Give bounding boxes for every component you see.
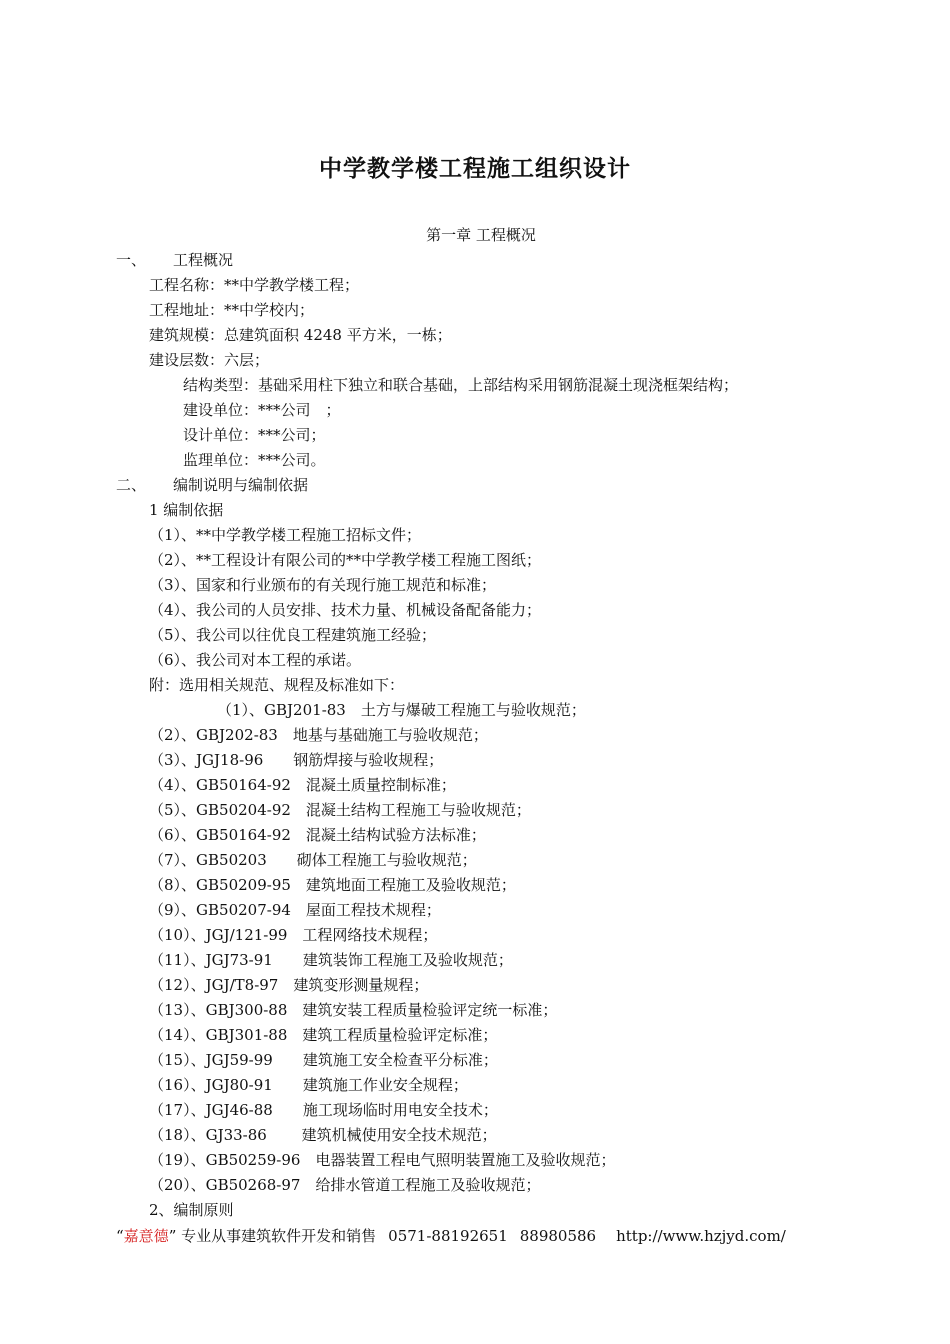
section-1-number: 一、	[116, 251, 147, 269]
standard-item: （11）、JGJ73-91 建筑装饰工程施工及验收规范；	[149, 951, 513, 969]
appendix-heading: 附：选用相关规范、规程及标准如下：	[149, 676, 405, 694]
design-unit-line: 设计单位：***公司；	[183, 426, 326, 444]
section-2-number: 二、	[116, 476, 147, 494]
standard-item: （3）、JGJ18-96 钢筋焊接与验收规程；	[149, 751, 444, 769]
standard-item: （7）、GB50203 砌体工程施工与验收规范；	[149, 851, 477, 869]
standard-item: （5）、GB50204-92 混凝土结构工程施工与验收规范；	[149, 801, 531, 819]
footer-phone-1: 0571-88192651	[388, 1227, 508, 1245]
footer-quote-close: ”	[168, 1227, 177, 1245]
basis-item: （3）、国家和行业颁布的有关现行施工规范和标准；	[149, 576, 497, 594]
owner-unit-line: 建设单位：***公司 ；	[183, 401, 341, 419]
standard-item: （17）、JGJ46-88 施工现场临时用电安全技术；	[149, 1101, 498, 1119]
principles-subheading: 2、编制原则	[149, 1201, 234, 1219]
standard-item: （18）、GJ33-86 建筑机械使用安全技术规范；	[149, 1126, 497, 1144]
basis-item: （4）、我公司的人员安排、技术力量、机械设备配备能力；	[149, 601, 542, 619]
page-footer	[116, 1225, 786, 1246]
standard-item: （2）、GBJ202-83 地基与基础施工与验收规范；	[149, 726, 488, 744]
basis-item: （2）、**工程设计有限公司的**中学教学楼工程施工图纸；	[149, 551, 542, 569]
structure-type-line: 结构类型：基础采用柱下独立和联合基础，上部结构采用钢筋混凝土现浇框架结构；	[183, 376, 739, 394]
chapter-heading: 第一章 工程概况	[426, 226, 536, 244]
footer-phone-2: 88980586	[519, 1227, 597, 1245]
standard-item: （20）、GB50268-97 给排水管道工程施工及验收规范；	[149, 1176, 541, 1194]
standard-item: （15）、JGJ59-99 建筑施工安全检查平分标准；	[149, 1051, 498, 1069]
section-2-heading: 编制说明与编制依据	[173, 476, 309, 494]
basis-item: （6）、我公司对本工程的承诺。	[149, 651, 362, 669]
footer-brand: 嘉意德	[123, 1227, 169, 1245]
basis-item: （5）、我公司以往优良工程建筑施工经验；	[149, 626, 437, 644]
building-scale-line: 建筑规模：总建筑面积 4248 平方米，一栋；	[149, 326, 452, 344]
project-address-line: 工程地址：**中学校内；	[149, 301, 315, 319]
footer-slogan: 专业从事建筑软件开发和销售	[181, 1227, 377, 1245]
standard-item: （8）、GB50209-95 建筑地面工程施工及验收规范；	[149, 876, 516, 894]
project-name-line: 工程名称：**中学教学楼工程；	[149, 276, 360, 294]
document-title: 中学教学楼工程施工组织设计	[319, 155, 631, 182]
section-1-heading: 工程概况	[173, 251, 234, 269]
footer-quote-open: “	[116, 1227, 124, 1245]
standard-item: （12）、JGJ/T8-97 建筑变形测量规程；	[149, 976, 429, 994]
standard-item: （6）、GB50164-92 混凝土结构试验方法标准；	[149, 826, 486, 844]
standard-item: （14）、GBJ301-88 建筑工程质量检验评定标准；	[149, 1026, 498, 1044]
basis-item: （1）、**中学教学楼工程施工招标文件；	[149, 526, 422, 544]
standard-item: （9）、GB50207-94 屋面工程技术规程；	[149, 901, 441, 919]
basis-subheading: 1 编制依据	[149, 501, 224, 519]
standard-item: （4）、GB50164-92 混凝土质量控制标准；	[149, 776, 456, 794]
standard-item: （19）、GB50259-96 电器装置工程电气照明装置施工及验收规范；	[149, 1151, 616, 1169]
footer-website-link[interactable]: http://www.hzjyd.com/	[616, 1227, 786, 1245]
floor-count-line: 建设层数：六层；	[149, 351, 270, 369]
standard-item: （13）、GBJ300-88 建筑安装工程质量检验评定统一标准；	[149, 1001, 558, 1019]
standard-item: （10）、JGJ/121-99 工程网络技术规程；	[149, 926, 438, 944]
standard-item: （1）、GBJ201-83 土方与爆破工程施工与验收规范；	[217, 701, 586, 719]
supervision-unit-line: 监理单位：***公司。	[183, 451, 326, 469]
standard-item: （16）、JGJ80-91 建筑施工作业安全规程；	[149, 1076, 468, 1094]
